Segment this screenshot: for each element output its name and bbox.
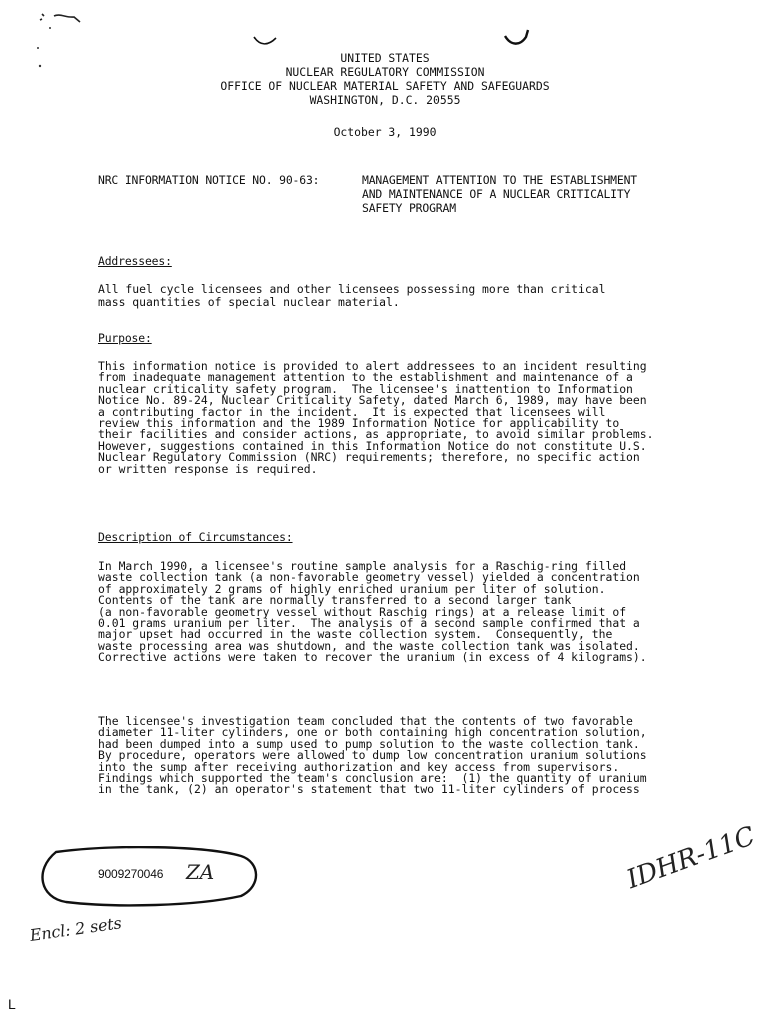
circumstances-line: waste processing area was shutdown, and the waste collection tank was isolated. bbox=[98, 638, 640, 653]
circumstances-line: (a non-favorable geometry vessel without Raschig rings) at a release limit of bbox=[98, 604, 627, 619]
purpose-line: Notice No. 89-24, Nuclear Criticality Safety, dated March 6, 1989, may have been bbox=[98, 393, 647, 408]
circumstances-line: 0.01 grams uranium per liter. The analysis of a second sample confirmed that a bbox=[98, 616, 640, 631]
handwritten-note-bottom: Encl: 2 sets bbox=[28, 913, 123, 945]
header-line-4: WASHINGTON, D.C. 20555 bbox=[309, 93, 461, 107]
circumstances-line: Corrective actions were taken to recover the uranium (in excess of 4 kilograms). bbox=[98, 650, 647, 665]
circumstances-line: of approximately 2 grams of highly enriched uranium per liter of solution. bbox=[98, 581, 606, 596]
header-line-2: NUCLEAR REGULATORY COMMISSION bbox=[285, 65, 485, 79]
circumstances-paragraph-2 bbox=[98, 716, 647, 796]
notice-subject-line: MANAGEMENT ATTENTION TO THE ESTABLISHMENT bbox=[362, 173, 638, 187]
header-line-3: OFFICE OF NUCLEAR MATERIAL SAFETY AND SAFEGUARDS bbox=[220, 79, 550, 93]
addressees-line: All fuel cycle licensees and other licensees possessing more than critical bbox=[98, 282, 606, 296]
purpose-line: However, suggestions contained in this Information Notice do not constitute U.S. bbox=[98, 438, 647, 453]
circumstances-line: had been dumped into a sump used to pump solution to the waste collection tank. bbox=[98, 736, 640, 751]
check-mark-right-icon bbox=[502, 28, 532, 48]
notice-subject-line: AND MAINTENANCE OF A NUCLEAR CRITICALITY bbox=[362, 187, 631, 201]
circumstances-paragraph-1 bbox=[98, 561, 647, 664]
handwritten-note-right: IDHR-11C bbox=[622, 821, 759, 896]
check-mark-left-icon bbox=[252, 34, 278, 48]
addressees-line: mass quantities of special nuclear material. bbox=[98, 295, 400, 310]
purpose-line: their facilities and consider actions, as appropriate, to avoid similar problems. bbox=[98, 427, 654, 442]
document-stamp-handwritten-code: ZA bbox=[186, 860, 215, 884]
purpose-line: review this information and the 1989 Information Notice for applicability to bbox=[98, 416, 620, 431]
header-line-1: UNITED STATES bbox=[340, 51, 430, 65]
purpose-line: a contributing factor in the incident. It is expected that licensees will bbox=[98, 404, 606, 419]
circumstances-line: The licensee's investigation team concluded that the contents of two favorable bbox=[98, 714, 633, 728]
purpose-line: or written response is required. bbox=[98, 461, 318, 476]
notice-subject-line: SAFETY PROGRAM bbox=[362, 201, 456, 215]
circumstances-line: waste collection tank (a non-favorable geometry vessel) yielded a concentration bbox=[98, 570, 640, 585]
purpose-line: This information notice is provided to alert addressees to an incident resulting bbox=[98, 359, 647, 373]
circumstances-line: In March 1990, a licensee's routine sample analysis for a Raschig-ring filled bbox=[98, 559, 627, 573]
notice-number: NRC INFORMATION NOTICE NO. 90-63: bbox=[98, 173, 320, 187]
circumstances-line: major upset had occurred in the waste collection system. Consequently, the bbox=[98, 627, 613, 642]
purpose-body bbox=[98, 361, 653, 475]
circumstances-line: diameter 11-liter cylinders, one or both containing high concentration solution, bbox=[98, 725, 647, 740]
circumstances-heading: Description of Circumstances: bbox=[98, 530, 293, 544]
circumstances-line: By procedure, operators were allowed to dump low concentration uranium solutions bbox=[98, 748, 647, 763]
purpose-line: nuclear criticality safety program. The licensee's inattention to Information bbox=[98, 381, 633, 396]
document-stamp-number: 9009270046 bbox=[98, 867, 164, 881]
circumstances-line: Contents of the tank are normally transferred to a second larger tank bbox=[98, 593, 572, 608]
notice-date: October 3, 1990 bbox=[333, 125, 437, 139]
circumstances-line: into the sump after receiving authorization and key access from supervisors. bbox=[98, 759, 620, 774]
addressees-body bbox=[98, 284, 605, 309]
circumstances-line: in the tank, (2) an operator's statement that two 11-liter cylinders of process bbox=[98, 782, 640, 797]
purpose-heading: Purpose: bbox=[98, 331, 152, 345]
circumstances-line: Findings which supported the team's conclusion are: (1) the quantity of uranium bbox=[98, 771, 647, 786]
purpose-line: from inadequate management attention to the establishment and maintenance of a bbox=[98, 370, 633, 385]
corner-mark: L bbox=[8, 996, 16, 1012]
purpose-line: Nuclear Regulatory Commission (NRC) requirements; therefore, no specific action bbox=[98, 450, 640, 465]
addressees-heading: Addressees: bbox=[98, 254, 172, 268]
